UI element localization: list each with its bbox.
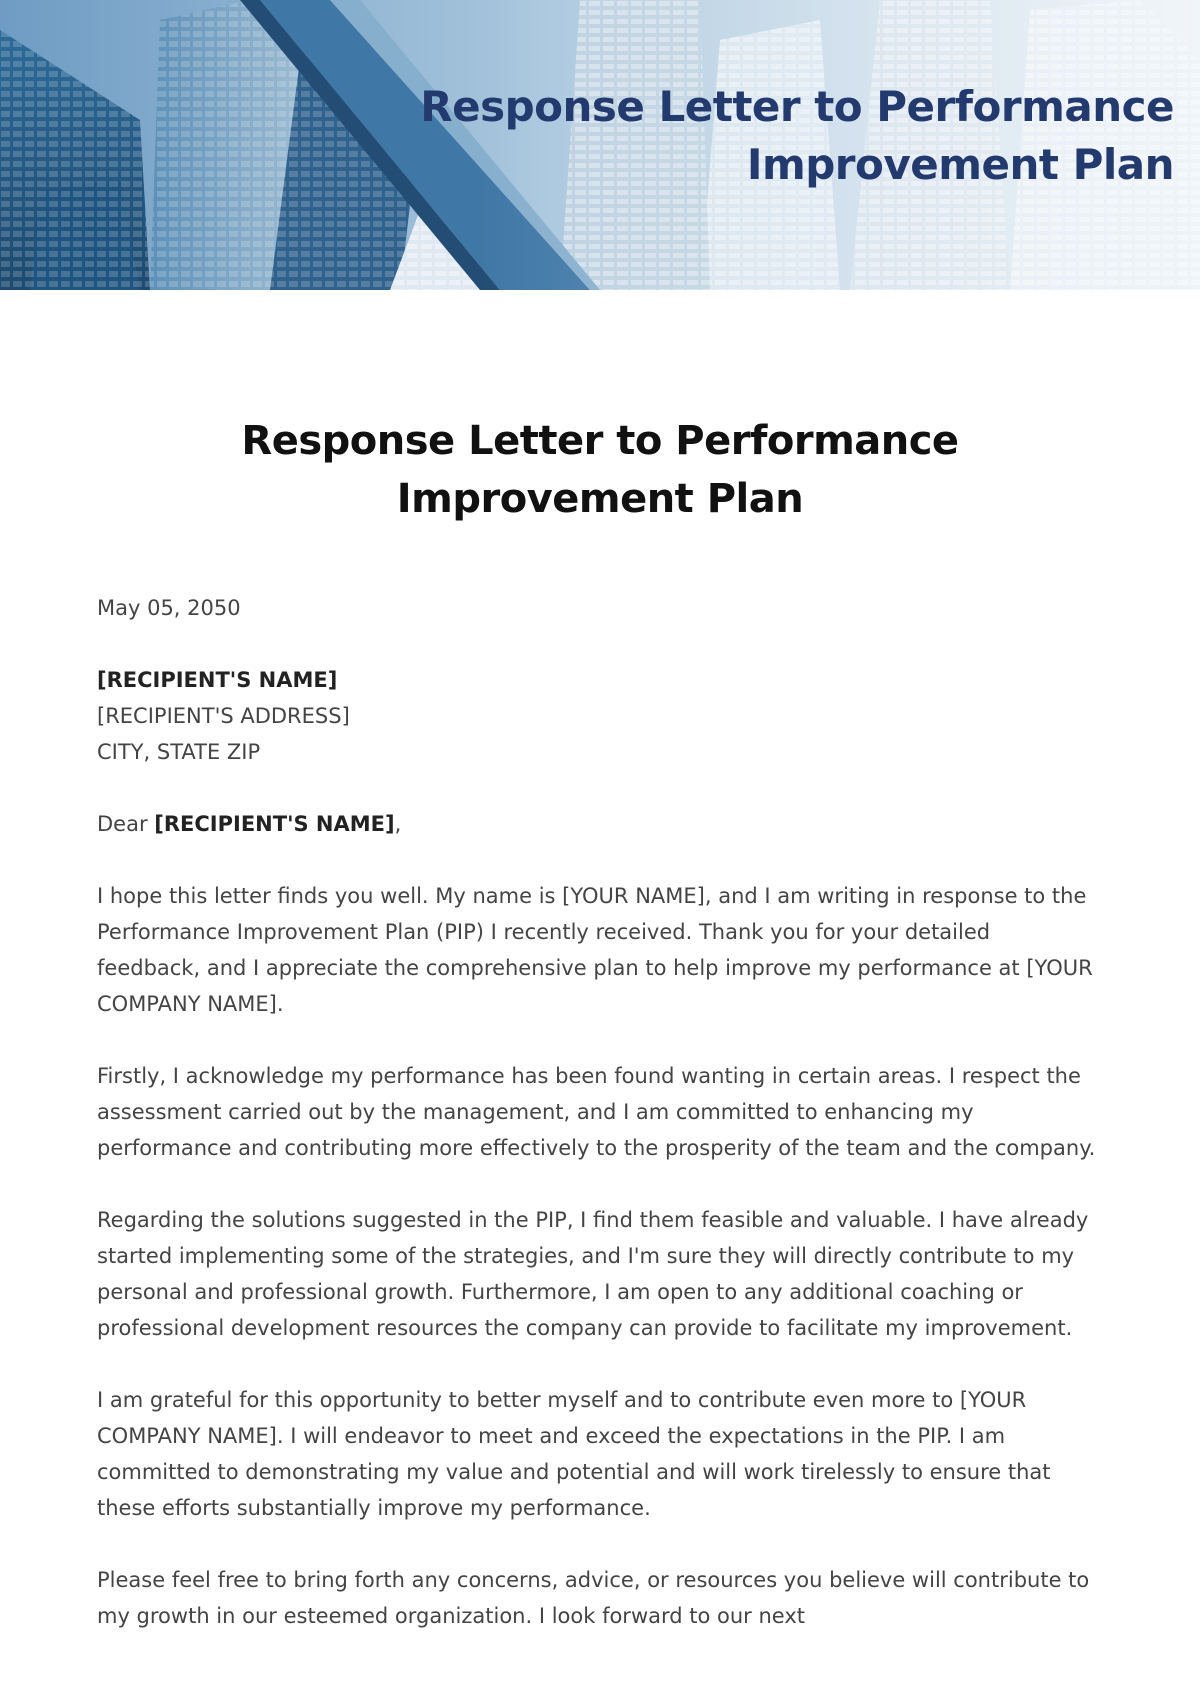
salutation bbox=[97, 806, 1097, 842]
paragraph-4: I am grateful for this opportunity to better myself and to contribute even more to [YOUR COMPANY NAME]. I will endeavor to meet and exceed the expectations in the PIP. I am committed to demonstrating my value and potential and will work tirelessly to ensure that these efforts substantially improve my performance. bbox=[97, 1388, 1051, 1520]
paragraph-5: Please feel free to bring forth any concerns, advice, or resources you believe will contribute to my growth in our esteemed organization. I look forward to our next bbox=[97, 1568, 1090, 1628]
header-banner bbox=[0, 0, 1200, 290]
recipient-block bbox=[97, 662, 1097, 770]
salutation-prefix: Dear bbox=[97, 812, 155, 836]
recipient-address: [RECIPIENT'S ADDRESS] bbox=[97, 704, 350, 728]
banner-title: Response Letter to Performance Improvement Plan bbox=[420, 82, 1174, 189]
paragraph-3: Regarding the solutions suggested in the PIP, I find them feasible and valuable. I have already started implementing some of the strategies, and I'm sure they will directly contribute to my personal and professional growth. Furthermore, I am open to any additional coaching or professional development resources the company can provide to facilitate my improvement. bbox=[97, 1208, 1089, 1340]
recipient-city-state-zip: CITY, STATE ZIP bbox=[97, 740, 261, 764]
recipient-name: [RECIPIENT'S NAME] bbox=[97, 668, 338, 692]
salutation-name: [RECIPIENT'S NAME] bbox=[154, 812, 395, 836]
salutation-suffix: , bbox=[394, 812, 402, 836]
letter-body bbox=[97, 590, 1097, 1670]
paragraph-1: I hope this letter finds you well. My name is [YOUR NAME], and I am writing in response to the Performance Improvement Plan (PIP) I recently received. Thank you for your detailed feedback, and I appreciate the comprehensive plan to help improve my performance at [YOUR COMPANY NAME]. bbox=[97, 884, 1093, 1016]
letter-date: May 05, 2050 bbox=[97, 596, 241, 620]
paragraph-2: Firstly, I acknowledge my performance has been found wanting in certain areas. I respect the assessment carried out by the management, and I am committed to enhancing my performance and contributing more effectively to the prosperity of the team and the company. bbox=[97, 1064, 1096, 1160]
document-title: Response Letter to Performance Improvement Plan bbox=[241, 418, 959, 522]
